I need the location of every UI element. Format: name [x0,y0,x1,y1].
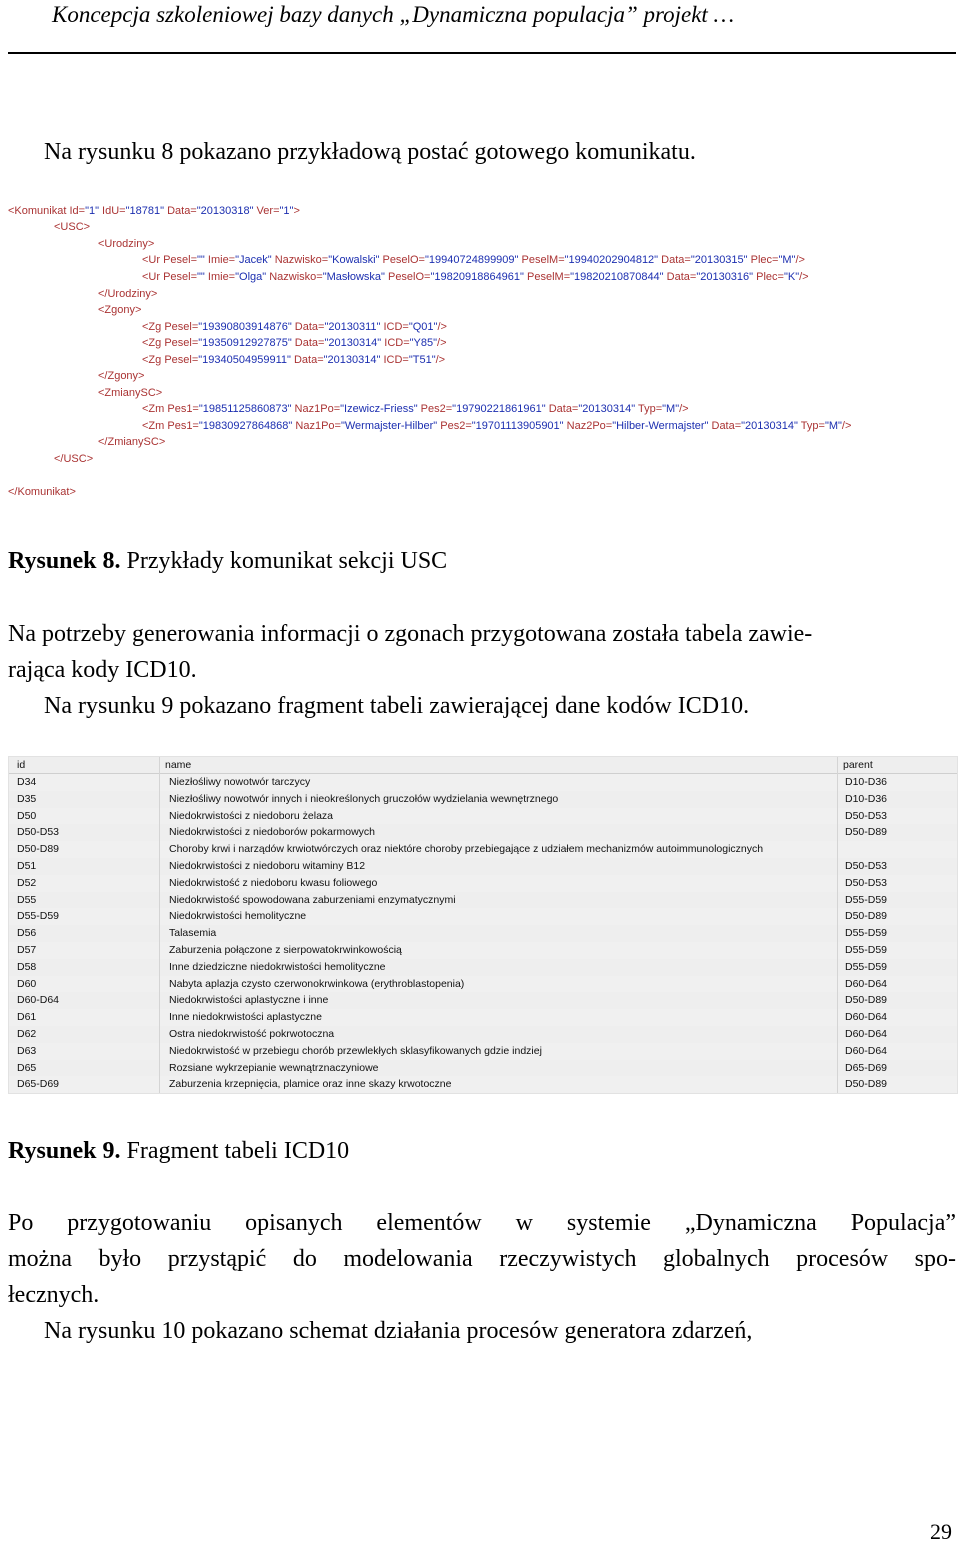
table-row [9,1076,957,1093]
xml-line: <Ur Pesel="" Imie="Olga" Nazwisko="Masłowska" PeselO="19820918864961" PeselM="19820210870844" Data="20130316" Plec="K"/> [142,271,809,283]
table-row [9,858,957,875]
paragraph-intro-fig8: Na rysunku 8 pokazano przykładową postać gotowego komunikatu. [44,139,696,165]
xml-line: </Urodziny> [98,288,158,300]
cell-name: Niedokrwistość spowodowana zaburzeniami enzymatycznymi [169,893,456,906]
cell-name: Ostra niedokrwistość pokrwotoczna [169,1028,335,1040]
xml-line: <Zg Pesel="19340504959911" Data="20130314" ICD="T51"/> [142,354,446,366]
running-header: Koncepcja szkoleniowej bazy danych „Dynamiczna populacja” projekt … [52,2,735,27]
cell-name: Inne niedokrwistości aplastyczne [169,1011,322,1024]
table-row [9,875,957,892]
cell-id: D34 [17,776,37,788]
table-row [9,774,957,791]
table-row [9,992,957,1009]
cell-id: D35 [17,792,37,805]
table-row [9,1060,957,1077]
figure-9-caption [8,1136,349,1166]
cell-parent: D55-D59 [845,927,888,940]
table-row [9,892,957,909]
cell-id: D55 [17,893,37,906]
xml-line: <Ur Pesel="" Imie="Jacek" Nazwisko="Kowalski" PeselO="19940724899909" PeselM="19940202904812" Data="20130315" Plec="M"/> [142,254,805,266]
cell-id: D58 [17,960,37,973]
cell-id: D50 [17,809,37,822]
cell-name: Rozsiane wykrzepianie wewnątrznaczyniowe [169,1061,379,1074]
xml-line: <Zm Pes1="19851125860873" Naz1Po="Izewicz-Friess" Pes2="19790221861961" Data="20130314" Typ="M"/> [142,403,689,415]
xml-line: </Zgony> [98,370,145,382]
cell-parent: D10-D36 [845,792,888,805]
cell-name: Zaburzenia krzepnięcia, plamice oraz inne skazy krwotoczne [169,1078,452,1091]
cell-name: Inne dziedziczne niedokrwistości hemolityczne [169,960,386,973]
figure-9-label: Rysunek 9. [8,1138,121,1164]
cell-parent: D55-D59 [845,944,888,956]
column-divider [159,757,160,1093]
cell-parent: D65-D69 [845,1061,888,1074]
cell-parent: D50-D53 [845,860,888,872]
table-row [9,808,957,825]
cell-parent: D60-D64 [845,1011,888,1024]
xml-message-screenshot [4,200,958,500]
cell-id: D50-D53 [17,826,60,839]
figure-9-text: Fragment tabeli ICD10 [120,1138,350,1164]
figure-8-text: Przykłady komunikat sekcji USC [120,548,448,574]
xml-line: <Zg Pesel="19350912927875" Data="20130314" ICD="Y85"/> [142,337,447,349]
cell-parent: D60-D64 [845,977,888,990]
cell-name: Niezłośliwy nowotwór innych i nieokreślonych gruczołów wydzielania wewnętrznego [169,792,559,805]
paragraph-conclusion-line1: Po przygotowaniu opisanych elementów w systemie „Dynamiczna Populacja” [8,1210,956,1236]
cell-name: Niedokrwistość w przebiegu chorób przewlekłych sklasyfikowanych gdzie indziej [169,1044,542,1057]
xml-line: <Urodziny> [98,238,155,250]
column-divider [837,757,838,1093]
xml-line: </USC> [54,453,94,465]
table-row [9,1026,957,1043]
cell-id: D61 [17,1011,37,1024]
table-row [9,908,957,925]
xml-line: </ZmianySC> [98,436,166,448]
cell-name: Zaburzenia połączone z sierpowatokrwinkowością [169,944,402,956]
table-row [9,976,957,993]
cell-parent: D55-D59 [845,960,888,973]
page-number: 29 [930,1519,952,1544]
cell-id: D65-D69 [17,1078,60,1091]
xml-line: <ZmianySC> [98,387,163,399]
cell-parent: D60-D64 [845,1028,888,1040]
cell-name: Niezłośliwy nowotwór tarczycy [169,776,311,788]
icd10-table-screenshot [8,756,958,1094]
cell-id: D63 [17,1044,37,1057]
paragraph-intro-fig9: Na rysunku 9 pokazano fragment tabeli zawierającej dane kodów ICD10. [44,693,750,719]
cell-name: Niedokrwistości hemolityczne [169,910,307,923]
xml-line: <Zgony> [98,304,142,316]
cell-id: D62 [17,1028,37,1040]
paragraph-conclusion-line3: łecznych. [8,1282,100,1308]
cell-parent: D55-D59 [845,893,888,906]
xml-line: <Zm Pes1="19830927864868" Naz1Po="Wermajster-Hilber" Pes2="19701113905901" Naz2Po="Hilber-Wermajster" Data="20130314" Typ="M"/> [142,420,852,432]
cell-id: D52 [17,876,37,889]
table-row [9,942,957,959]
cell-name: Niedokrwistości aplastyczne i inne [169,994,329,1007]
cell-id: D56 [17,927,37,940]
table-row [9,959,957,976]
cell-parent: D60-D64 [845,1044,888,1057]
xml-line: <Zg Pesel="19390803914876" Data="20130311" ICD="Q01"/> [142,321,447,333]
cell-id: D57 [17,944,37,956]
xml-line: <USC> [54,221,91,233]
cell-parent: D50-D89 [845,1078,888,1091]
cell-id: D60-D64 [17,994,60,1007]
cell-name: Niedokrwistości z niedoborów pokarmowych [169,826,376,839]
figure-8-label: Rysunek 8. [8,548,121,574]
cell-parent: D50-D89 [845,826,888,839]
paragraph-icd-line2: rająca kody ICD10. [8,657,197,683]
cell-id: D60 [17,977,37,990]
column-header-name: name [165,759,192,771]
xml-line: </Komunikat> [8,486,76,498]
cell-parent: D10-D36 [845,776,888,788]
paragraph-conclusion [8,1205,956,1313]
table-row [9,1043,957,1060]
header-rule [8,52,956,54]
table-header-row [9,757,957,774]
table-row [9,824,957,841]
cell-name: Nabyta aplazja czysto czerwonokrwinkowa (erythroblastopenia) [169,977,465,990]
cell-name: Talasemia [169,927,217,940]
cell-id: D55-D59 [17,910,60,923]
cell-parent: D50-D89 [845,910,888,923]
cell-id: D51 [17,860,37,872]
cell-name: Choroby krwi i narządów krwiotwórczych oraz niektóre choroby przebiegające z udziałem mechanizmów autoimmunologicznych [169,843,764,856]
cell-parent: D50-D53 [845,809,888,822]
paragraph-intro-fig10: Na rysunku 10 pokazano schemat działania procesów generatora zdarzeń, [44,1318,753,1344]
figure-8-caption [8,546,447,576]
table-row [9,841,957,858]
column-header-id: id [17,759,26,771]
paragraph-conclusion-line2: można było przystąpić do modelowania rzeczywistych globalnych procesów spo- [8,1246,956,1272]
cell-name: Niedokrwistość z niedoboru kwasu foliowego [169,876,378,889]
table-row [9,1009,957,1026]
table-row [9,791,957,808]
column-header-parent: parent [843,759,873,771]
cell-id: D65 [17,1061,37,1074]
cell-name: Niedokrwistości z niedoboru witaminy B12 [169,860,366,872]
cell-parent: D50-D89 [845,994,888,1007]
paragraph-icd-line1: Na potrzeby generowania informacji o zgonach przygotowana została tabela zawie- [8,621,813,647]
cell-name: Niedokrwistości z niedoboru żelaza [169,809,333,822]
cell-id: D50-D89 [17,843,60,856]
cell-parent: D50-D53 [845,876,888,889]
xml-line: <Komunikat Id="1" IdU="18781" Data="20130318" Ver="1"> [8,205,300,217]
table-row [9,925,957,942]
